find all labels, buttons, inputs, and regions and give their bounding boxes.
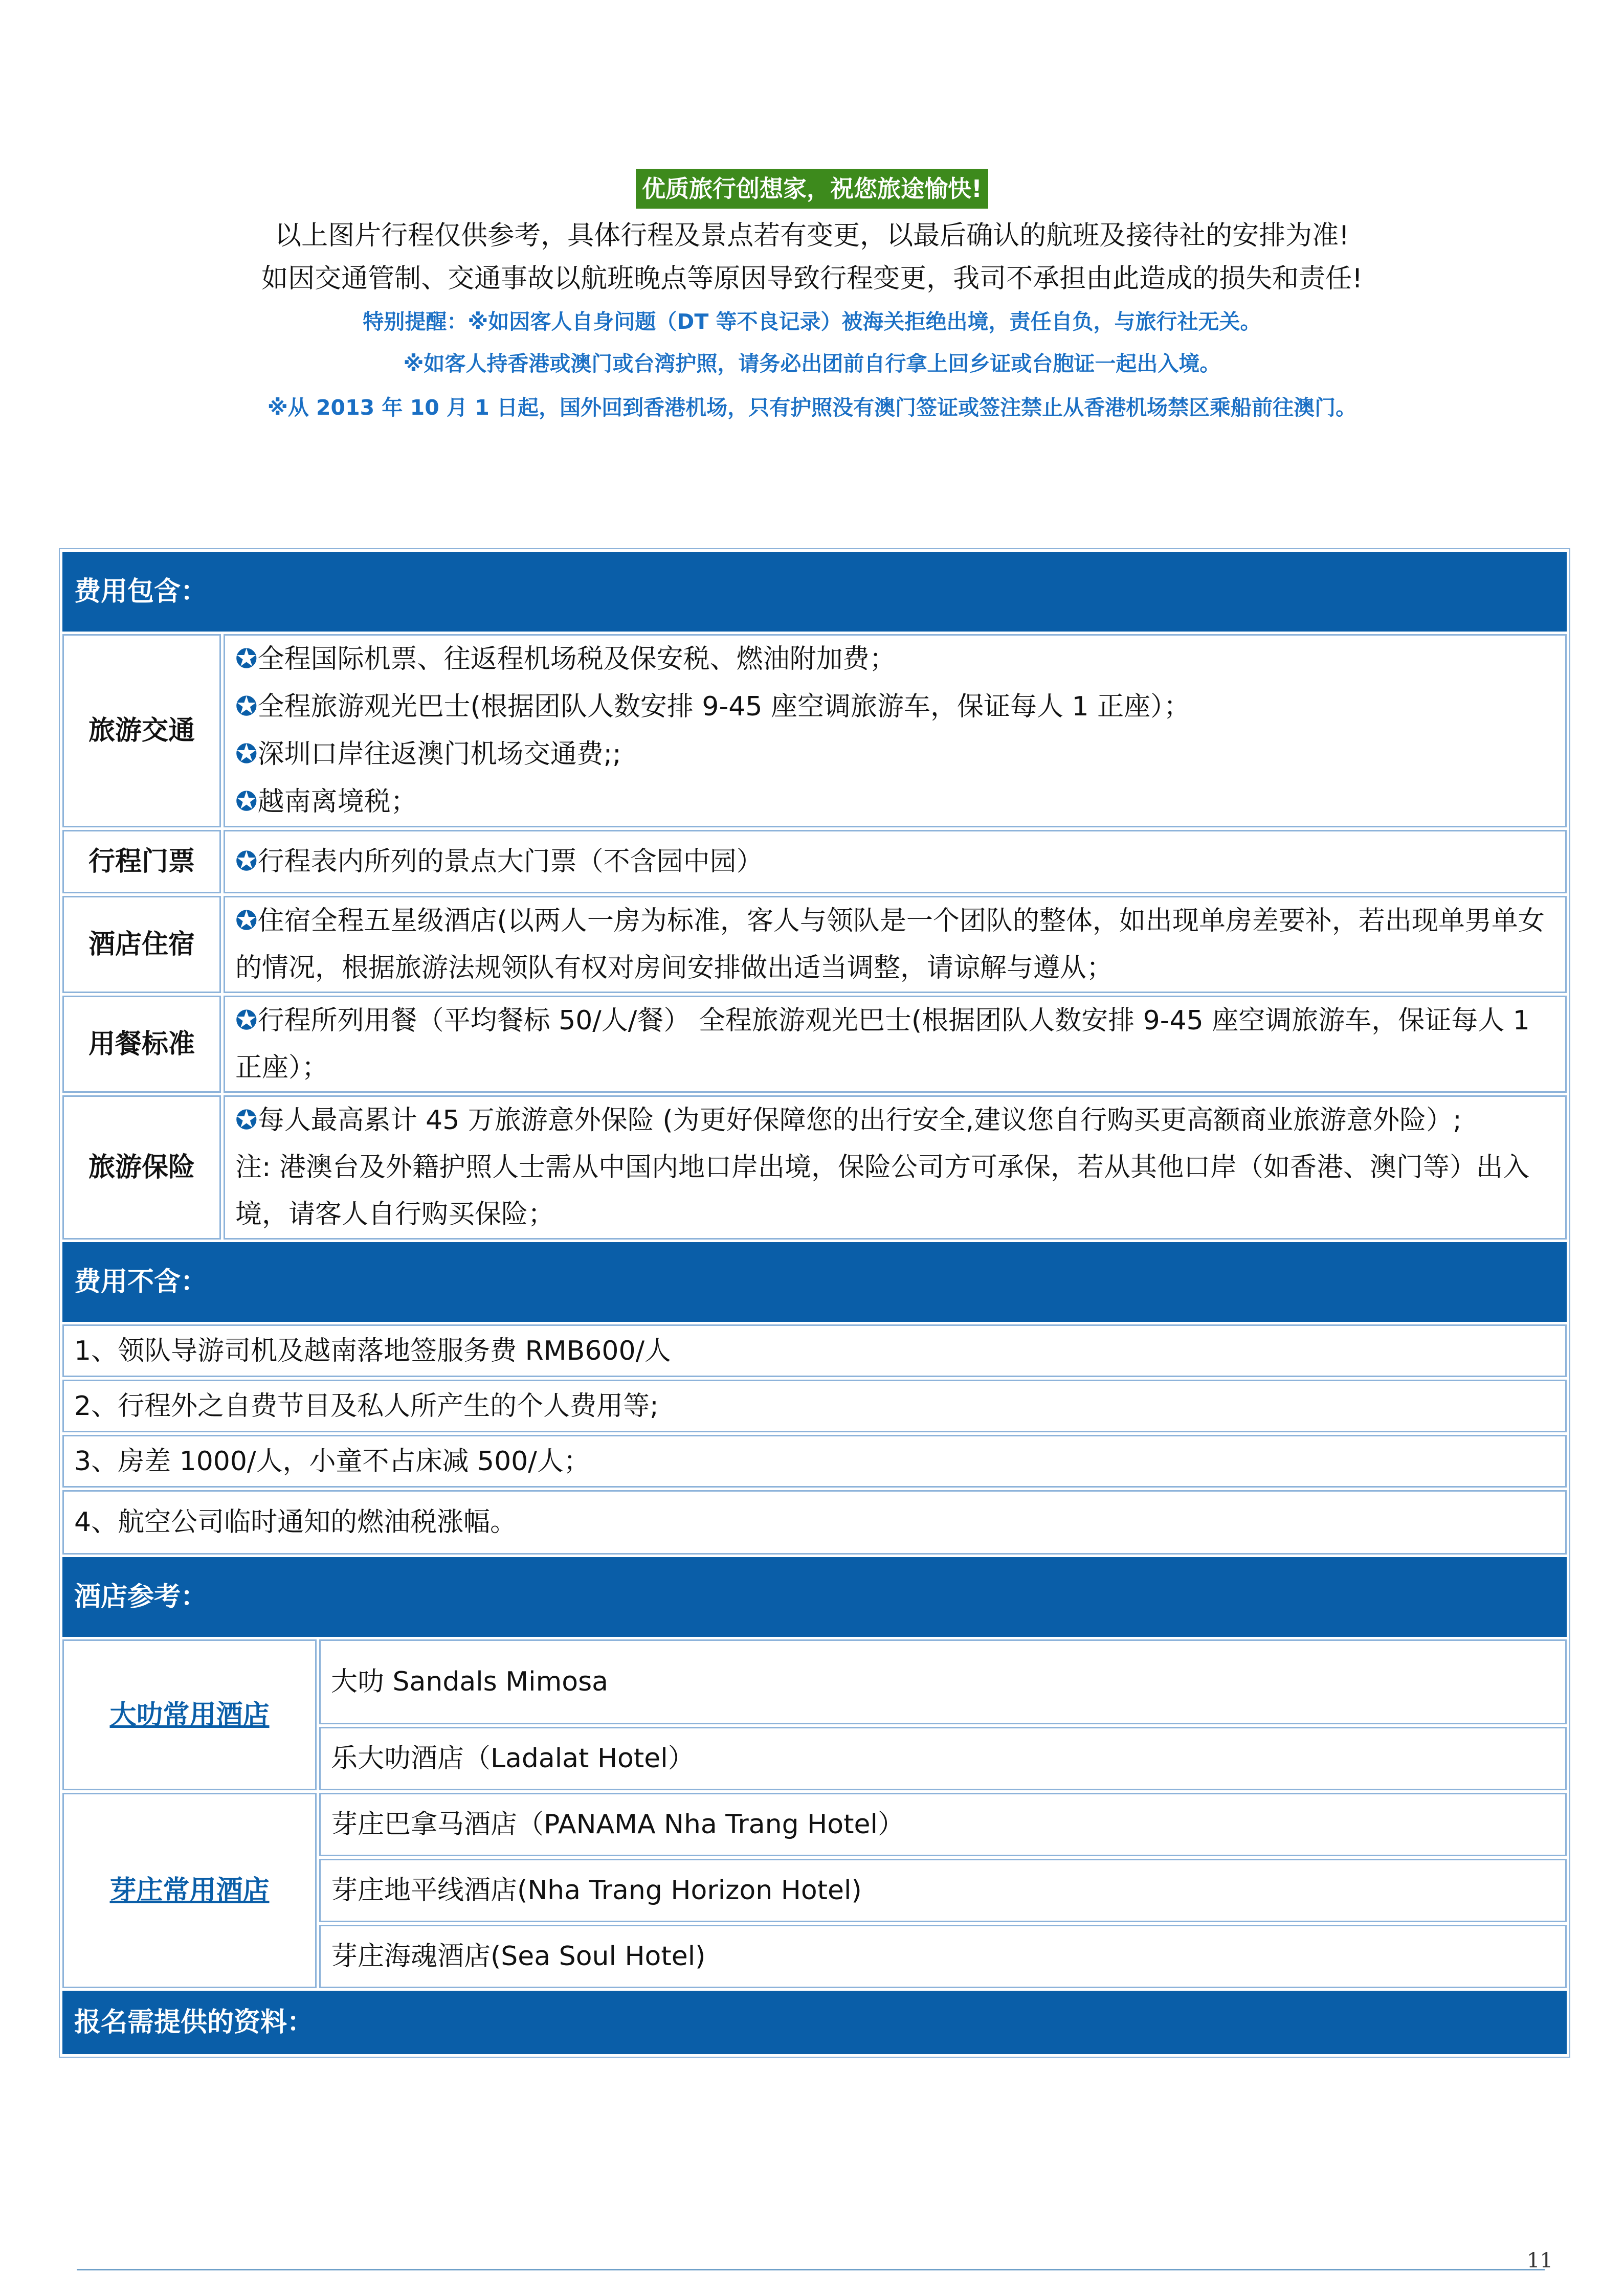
label-hotel: 酒店住宿 xyxy=(62,896,221,993)
slogan: 优质旅行创想家，祝您旅途愉快! xyxy=(636,169,988,209)
list-item: ✪全程旅游观光巴士(根据团队人数安排 9-45 座空调旅游车，保证每人 1 正座）； xyxy=(235,691,1191,722)
fee-table xyxy=(59,548,1570,2058)
insurance-text: ✪每人最高累计 45 万旅游意外保险 (为更好保障您的出行安全,建议您自行购买更高额商业旅游意外险）; 注: 港澳台及外籍护照人士需从中国内地口岸出境，保险公司方可承保，若从其他口岸（如香港、澳门等）出入境，请客人自行购买保险； xyxy=(224,1095,1567,1240)
section-excluded: 费用不含： xyxy=(62,1242,1567,1322)
meals-text: ✪行程所列用餐（平均餐标 50/人/餐） 全程旅游观光巴士(根据团队人数安排 9-45 座空调旅游车，保证每人 1 正座）； xyxy=(224,996,1567,1093)
label-transport: 旅游交通 xyxy=(62,634,221,827)
note-line-2: 如因交通管制、交通事故以航班晚点等原因导致行程变更，我司不承担由此造成的损失和责任! xyxy=(261,263,1363,294)
label-insurance: 旅游保险 xyxy=(62,1095,221,1240)
label-tickets: 行程门票 xyxy=(62,830,221,893)
list-item: ✪深圳口岸往返澳门机场交通费;; xyxy=(235,739,621,770)
hotel-item: 芽庄地平线酒店(Nha Trang Horizon Hotel) xyxy=(319,1859,1567,1922)
list-item: 3、房差 1000/人，小童不占床减 500/人； xyxy=(62,1435,1567,1488)
star-icon: ✪ xyxy=(235,644,258,674)
hotel-item: 大叻 Sandals Mimosa xyxy=(319,1639,1567,1724)
label-meals: 用餐标准 xyxy=(62,996,221,1093)
warning-line-3: ※从 2013 年 10 月 1 日起，国外回到香港机场，只有护照没有澳门签证或签注禁止从香港机场禁区乘船前往澳门。 xyxy=(267,395,1357,420)
star-icon: ✪ xyxy=(235,846,258,877)
hotel-item: 芽庄巴拿马酒店（PANAMA Nha Trang Hotel） xyxy=(319,1793,1567,1856)
star-icon: ✪ xyxy=(235,1005,258,1036)
star-icon: ✪ xyxy=(235,739,258,770)
header xyxy=(0,0,1624,422)
list-item: ✪全程国际机票、往返程机场税及保安税、燃油附加费； xyxy=(235,644,896,674)
list-item: 1、领队导游司机及越南落地签服务费 RMB600/人 xyxy=(62,1324,1567,1377)
tickets-text: ✪行程表内所列的景点大门票（不含园中园） xyxy=(224,830,1567,893)
star-icon: ✪ xyxy=(235,691,258,722)
warning-line-2: ※如客人持香港或澳门或台湾护照，请务必出团前自行拿上回乡证或台胞证一起出入境。 xyxy=(403,351,1221,376)
hotel-group-nhatrang[interactable]: 芽庄常用酒店 xyxy=(62,1793,317,1988)
transport-items xyxy=(224,634,1567,827)
star-icon: ✪ xyxy=(235,786,258,817)
star-icon: ✪ xyxy=(235,1105,258,1136)
hotel-group-dalat[interactable]: 大叻常用酒店 xyxy=(62,1639,317,1790)
list-item: 2、行程外之自费节目及私人所产生的个人费用等; xyxy=(62,1380,1567,1432)
hotel-text: ✪住宿全程五星级酒店(以两人一房为标准，客人与领队是一个团队的整体，如出现单房差要补，若出现单男单女的情况，根据旅游法规领队有权对房间安排做出适当调整，请谅解与遵从； xyxy=(224,896,1567,993)
section-hotels: 酒店参考： xyxy=(62,1557,1567,1637)
page-number: 11 xyxy=(1527,2249,1553,2272)
hotel-item: 乐大叻酒店（Ladalat Hotel） xyxy=(319,1727,1567,1790)
star-icon: ✪ xyxy=(235,906,258,936)
section-included: 费用包含： xyxy=(62,552,1567,632)
hotel-item: 芽庄海魂酒店(Sea Soul Hotel) xyxy=(319,1925,1567,1988)
section-signup: 报名需提供的资料： xyxy=(62,1991,1567,2054)
list-item: 4、航空公司临时通知的燃油税涨幅。 xyxy=(62,1490,1567,1555)
warning-line-1: 特别提醒：※如因客人自身问题（DT 等不良记录）被海关拒绝出境，责任自负，与旅行社无关。 xyxy=(363,309,1261,334)
note-line-1: 以上图片行程仅供参考，具体行程及景点若有变更，以最后确认的航班及接待社的安排为准! xyxy=(275,220,1349,251)
footer-divider xyxy=(77,2269,1545,2270)
list-item: ✪越南离境税； xyxy=(235,786,417,817)
